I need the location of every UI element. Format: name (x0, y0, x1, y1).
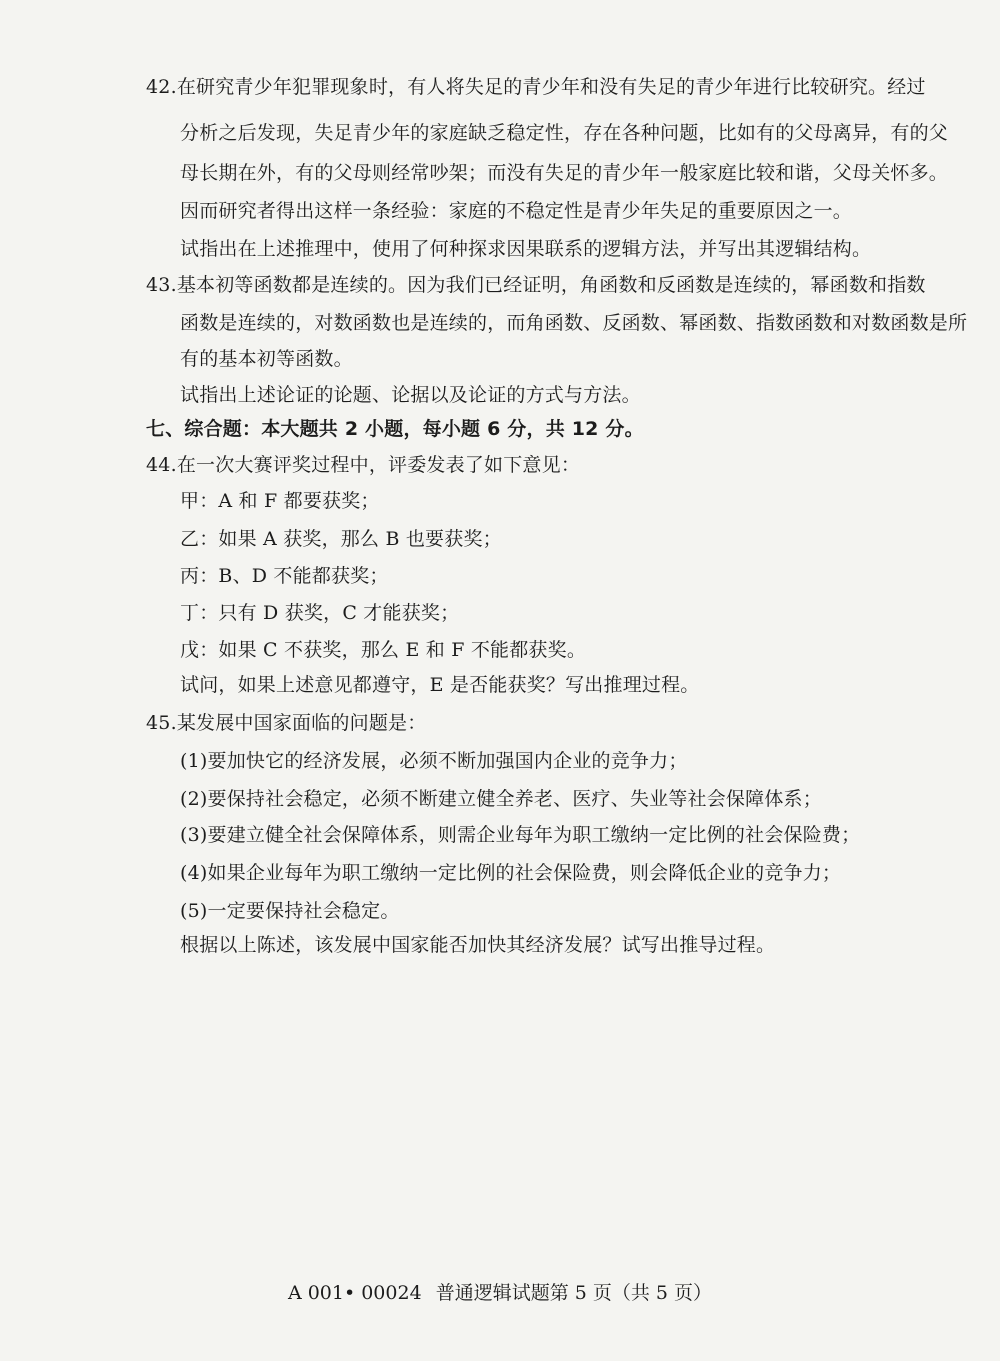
q45-question: 根据以上陈述，该发展中国家能否加快其经济发展？试写出推导过程。 (180, 934, 776, 956)
q42-line-1 (146, 74, 926, 100)
q42-question: 试指出在上述推理中，使用了何种探求因果联系的逻辑方法，并写出其逻辑结构。 (180, 238, 872, 260)
q45-item-1: (1)要加快它的经济发展，必须不断加强国内企业的竞争力； (180, 750, 688, 772)
q45-text-1: 某发展中国家面临的问题是： (176, 712, 427, 734)
q44-question: 试问，如果上述意见都遵守，E 是否能获奖？写出推理过程。 (180, 674, 700, 696)
q44-text-1: 在一次大赛评奖过程中，评委发表了如下意见： (176, 454, 581, 476)
q43-question: 试指出上述论证的论题、论据以及论证的方式与方法。 (180, 384, 641, 406)
q42-line-4: 因而研究者得出这样一条经验：家庭的不稳定性是青少年失足的重要原因之一。 (180, 200, 853, 222)
q45-line-1 (146, 710, 426, 736)
q43-line-2: 函数是连续的，对数函数也是连续的，而角函数、反函数、幂函数、指数函数和对数函数是所 (180, 312, 968, 334)
q45-number: 45. (146, 712, 177, 734)
footer-title: 普通逻辑试题第 5 页（共 5 页） (435, 1282, 713, 1304)
q42-number: 42. (146, 76, 177, 98)
q44-opinion-bing: 丙：B、D 不能都获奖； (180, 565, 389, 587)
q44-opinion-wu: 戊：如果 C 不获奖，那么 E 和 F 不能都获奖。 (180, 639, 587, 661)
q43-line-1 (146, 272, 926, 298)
q43-number: 43. (146, 274, 177, 296)
q44-number: 44. (146, 454, 177, 476)
q44-opinion-jia: 甲：A 和 F 都要获奖； (180, 490, 380, 512)
q45-item-2: (2)要保持社会稳定，必须不断建立健全养老、医疗、失业等社会保障体系； (180, 788, 822, 810)
q42-line-2: 分析之后发现，失足青少年的家庭缺乏稳定性，存在各种问题，比如有的父母离异，有的父 (180, 122, 949, 144)
q42-text-1: 在研究青少年犯罪现象时，有人将失足的青少年和没有失足的青少年进行比较研究。经过 (176, 76, 926, 98)
footer-code: A 001• 00024 (287, 1282, 422, 1304)
q44-line-1 (146, 452, 580, 478)
q43-text-1: 基本初等函数都是连续的。因为我们已经证明，角函数和反函数是连续的，幂函数和指数 (176, 274, 926, 296)
section-heading: 七、综合题：本大题共 2 小题，每小题 6 分，共 12 分。 (146, 418, 644, 440)
q43-line-3: 有的基本初等函数。 (180, 348, 353, 370)
q45-item-4: (4)如果企业每年为职工缴纳一定比例的社会保险费，则会降低企业的竞争力； (180, 862, 842, 884)
q42-line-3: 母长期在外，有的父母则经常吵架；而没有失足的青少年一般家庭比较和谐，父母关怀多。 (180, 162, 949, 184)
q44-opinion-yi: 乙：如果 A 获奖，那么 B 也要获奖； (180, 528, 502, 550)
q45-item-5: (5)一定要保持社会稳定。 (180, 900, 400, 922)
q44-opinion-ding: 丁：只有 D 获奖，C 才能获奖； (180, 602, 460, 624)
q45-item-3: (3)要建立健全社会保障体系，则需企业每年为职工缴纳一定比例的社会保险费； (180, 824, 861, 846)
page-footer (0, 1280, 1000, 1306)
